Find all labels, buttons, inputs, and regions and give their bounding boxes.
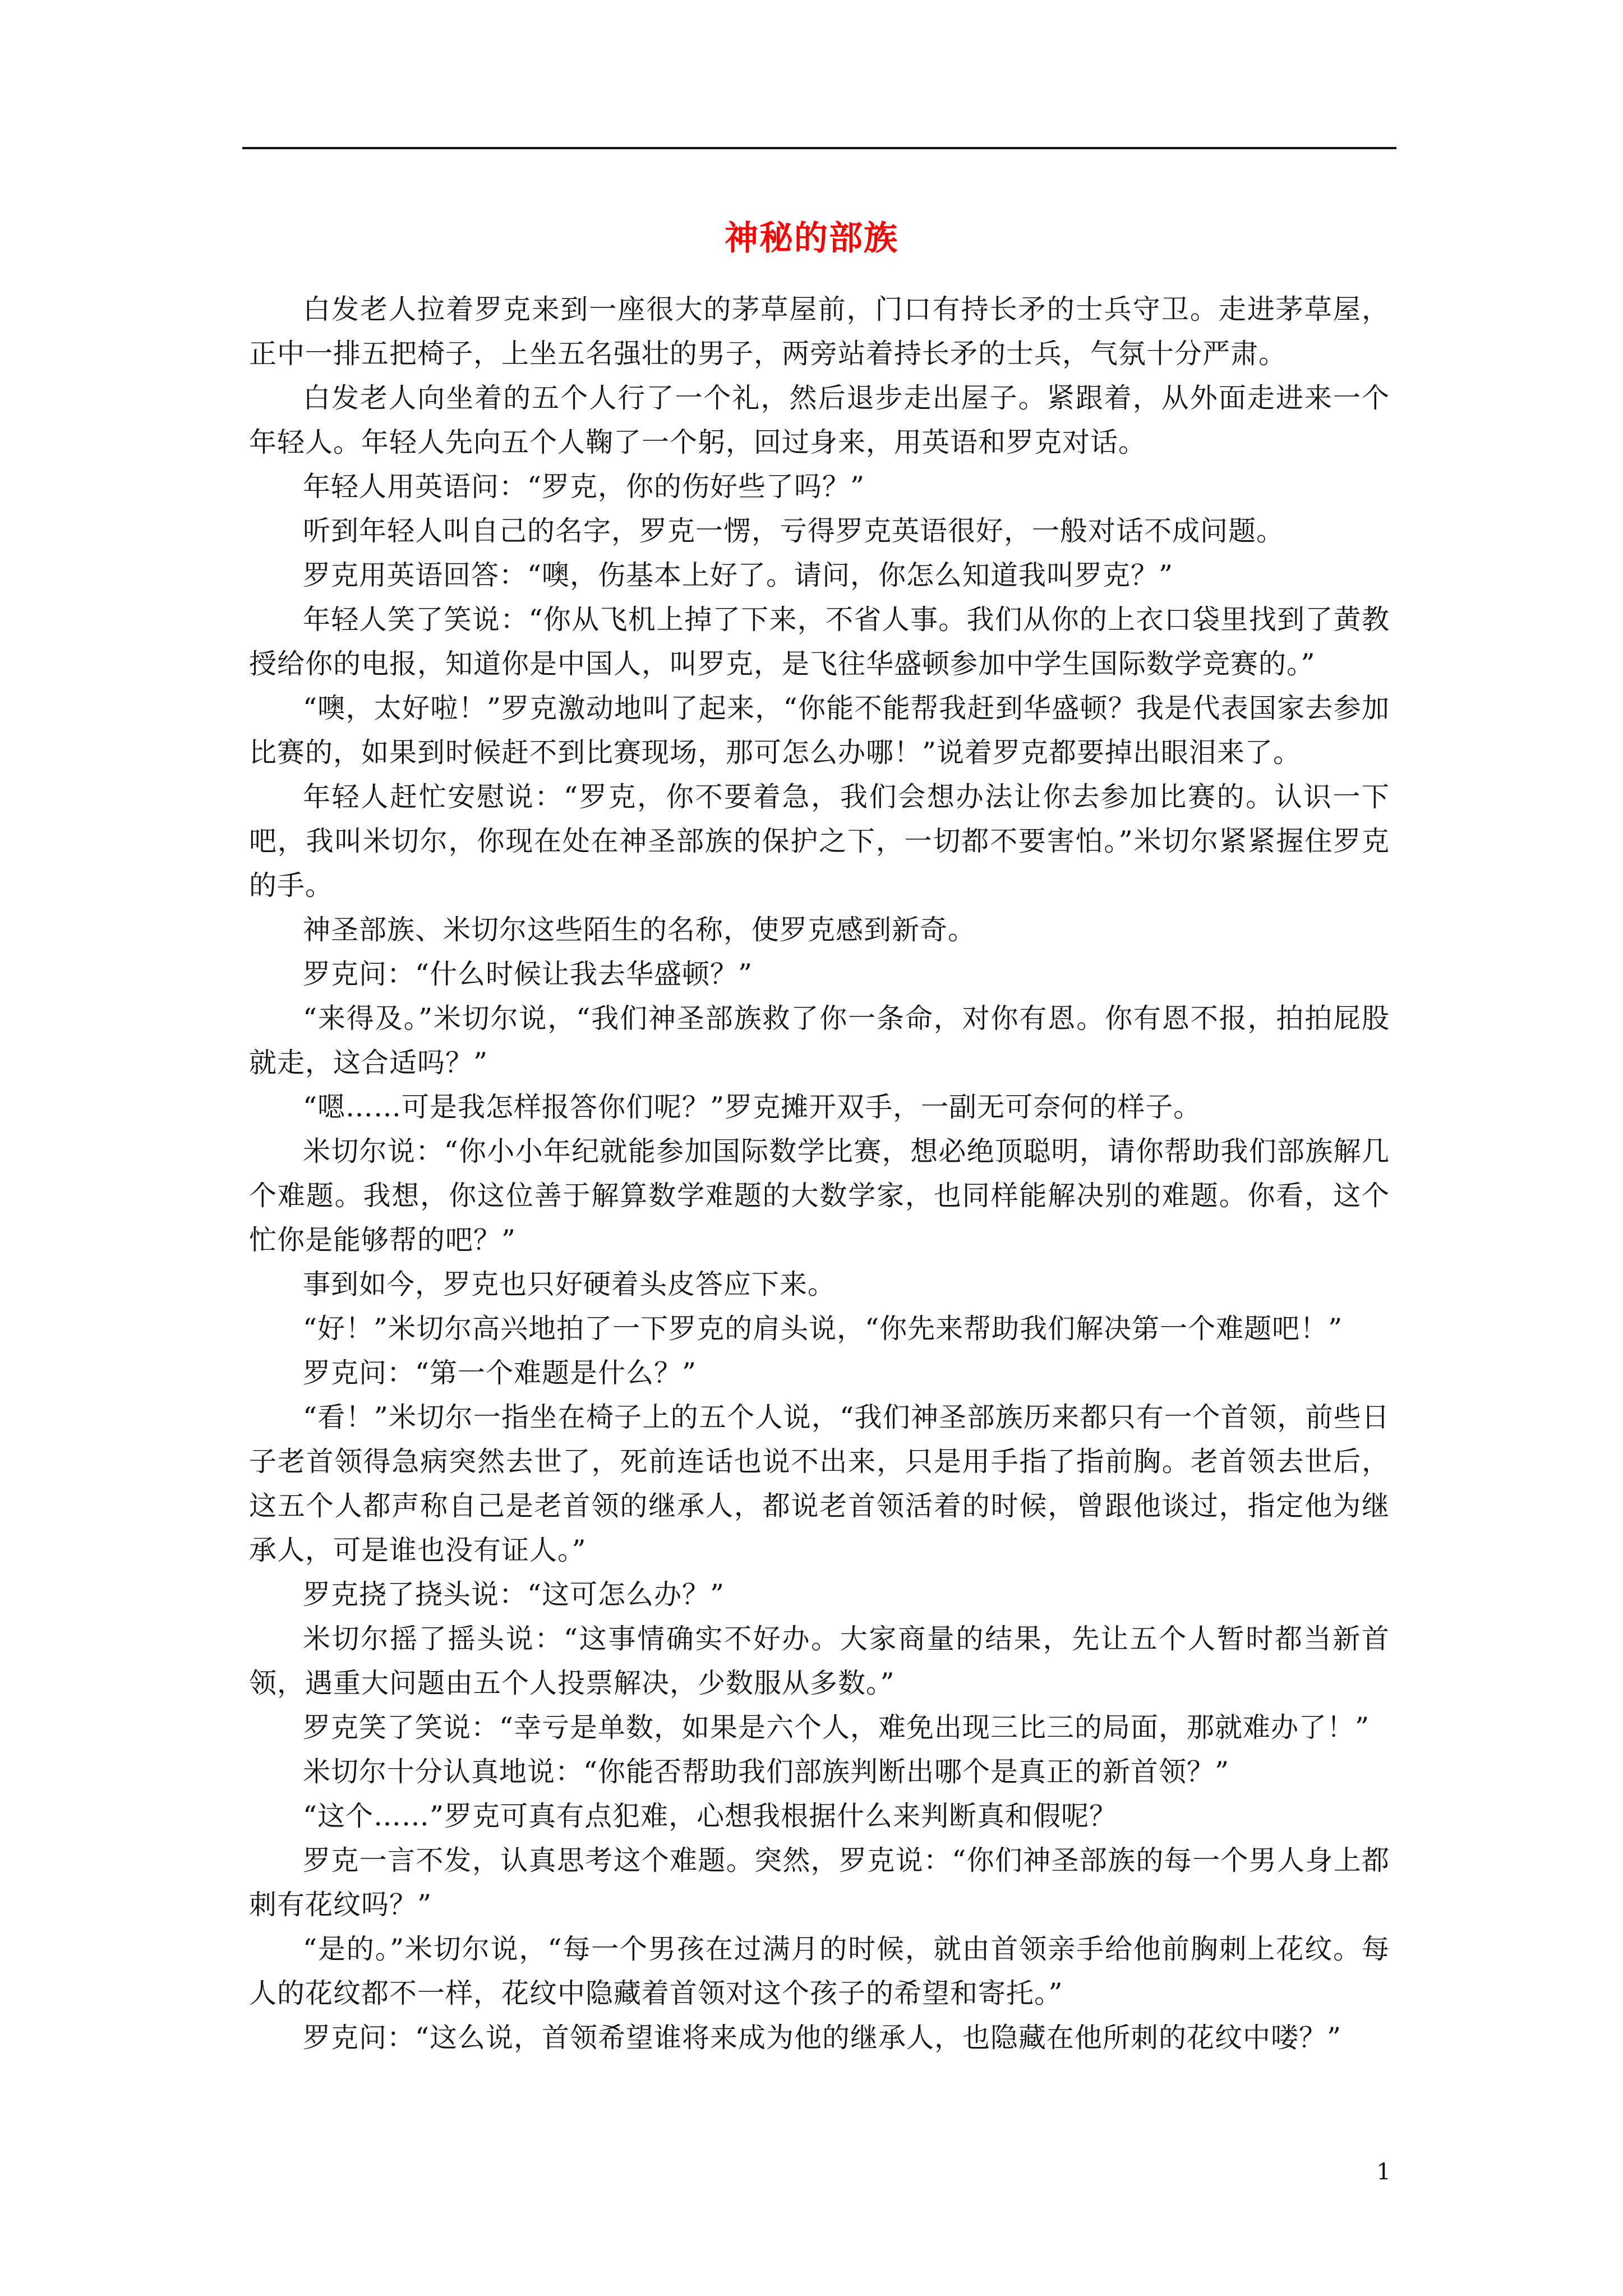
paragraph: 罗克问：“这么说，首领希望谁将来成为他的继承人，也隐藏在他所刺的花纹中喽？” bbox=[303, 2022, 1342, 2054]
paragraph: 年轻人笑了笑说：“你从飞机上掉了下来，不省人事。我们从你的上衣口袋里找到了黄教授给你的电报，知道你是中国人，叫罗克，是飞往华盛顿参加中学生国际数学竞赛的。” bbox=[249, 604, 1390, 680]
paragraph: “噢，太好啦！”罗克激动地叫了起来，“你能不能帮我赶到华盛顿？我是代表国家去参加比赛的，如果到时候赶不到比赛现场，那可怎么办哪！”说着罗克都要掉出眼泪来了。 bbox=[249, 692, 1390, 769]
paragraph: 米切尔说：“你小小年纪就能参加国际数学比赛，想必绝顶聪明，请你帮助我们部族解几个难题。我想，你这位善于解算数学难题的大数学家，也同样能解决别的难题。你看，这个忙你是能够帮的吧？” bbox=[249, 1135, 1390, 1256]
paragraph: 米切尔摇了摇头说：“这事情确实不好办。大家商量的结果，先让五个人暂时都当新首领，遇重大问题由五个人投票解决，少数服从多数。” bbox=[249, 1623, 1390, 1699]
paragraph: 白发老人拉着罗克来到一座很大的茅草屋前，门口有持长矛的士兵守卫。走进茅草屋，正中一排五把椅子，上坐五名强壮的男子，两旁站着持长矛的士兵，气氛十分严肃。 bbox=[249, 293, 1390, 370]
paragraph: 罗克挠了挠头说：“这可怎么办？” bbox=[303, 1579, 725, 1611]
paragraph: 听到年轻人叫自己的名字，罗克一愣，亏得罗克英语很好，一般对话不成问题。 bbox=[303, 515, 1285, 547]
paragraph: 罗克一言不发，认真思考这个难题。突然，罗克说：“你们神圣部族的每一个男人身上都刺有花纹吗？” bbox=[249, 1844, 1390, 1921]
paragraph: “嗯……可是我怎样报答你们呢？”罗克摊开双手，一副无可奈何的样子。 bbox=[303, 1091, 1202, 1123]
paragraph: 年轻人用英语问：“罗克，你的伤好些了吗？” bbox=[303, 471, 865, 503]
page-number: 1 bbox=[1376, 2159, 1391, 2185]
paragraph: 神圣部族、米切尔这些陌生的名称，使罗克感到新奇。 bbox=[303, 914, 976, 946]
paragraph: 事到如今，罗克也只好硬着头皮答应下来。 bbox=[303, 1268, 836, 1300]
paragraph: “这个……”罗克可真有点犯难，心想我根据什么来判断真和假呢？ bbox=[303, 1800, 1118, 1832]
paragraph: 白发老人向坐着的五个人行了一个礼，然后退步走出屋子。紧跟着，从外面走进来一个年轻人。年轻人先向五个人鞠了一个躬，回过身来，用英语和罗克对话。 bbox=[249, 382, 1390, 458]
paragraph: 罗克用英语回答：“噢，伤基本上好了。请问，你怎么知道我叫罗克？” bbox=[303, 559, 1174, 591]
paragraph: “好！”米切尔高兴地拍了一下罗克的肩头说，“你先来帮助我们解决第一个难题吧！” bbox=[303, 1313, 1343, 1345]
paragraph: 米切尔十分认真地说：“你能否帮助我们部族判断出哪个是真正的新首领？” bbox=[303, 1756, 1230, 1788]
paragraph: 罗克笑了笑说：“幸亏是单数，如果是六个人，难免出现三比三的局面，那就难办了！” bbox=[303, 1711, 1370, 1743]
paragraph: “来得及。”米切尔说，“我们神圣部族救了你一条命，对你有恩。你有恩不报，拍拍屁股就走，这合适吗？” bbox=[249, 1002, 1390, 1079]
paragraph: 年轻人赶忙安慰说：“罗克，你不要着急，我们会想办法让你去参加比赛的。认识一下吧，我叫米切尔，你现在处在神圣部族的保护之下，一切都不要害怕。”米切尔紧紧握住罗克的手。 bbox=[249, 781, 1390, 901]
paragraph: 罗克问：“第一个难题是什么？” bbox=[303, 1357, 697, 1389]
body-text bbox=[249, 287, 1390, 2060]
paragraph: “是的。”米切尔说，“每一个男孩在过满月的时候，就由首领亲手给他前胸刺上花纹。每人的花纹都不一样，花纹中隐藏着首领对这个孩子的希望和寄托。” bbox=[249, 1933, 1390, 2009]
paragraph: “看！”米切尔一指坐在椅子上的五个人说，“我们神圣部族历来都只有一个首领，前些日子老首领得急病突然去世了，死前连话也说不出来，只是用手指了指前胸。老首领去世后，这五个人都声称自己是老首领的继承人，都说老首领活着的时候，曾跟他谈过，指定他为继承人，可是谁也没有证人。” bbox=[249, 1401, 1390, 1566]
header-rule bbox=[242, 147, 1396, 149]
page-title: 神秘的部族 bbox=[725, 219, 898, 258]
paragraph: 罗克问：“什么时候让我去华盛顿？” bbox=[303, 958, 753, 990]
